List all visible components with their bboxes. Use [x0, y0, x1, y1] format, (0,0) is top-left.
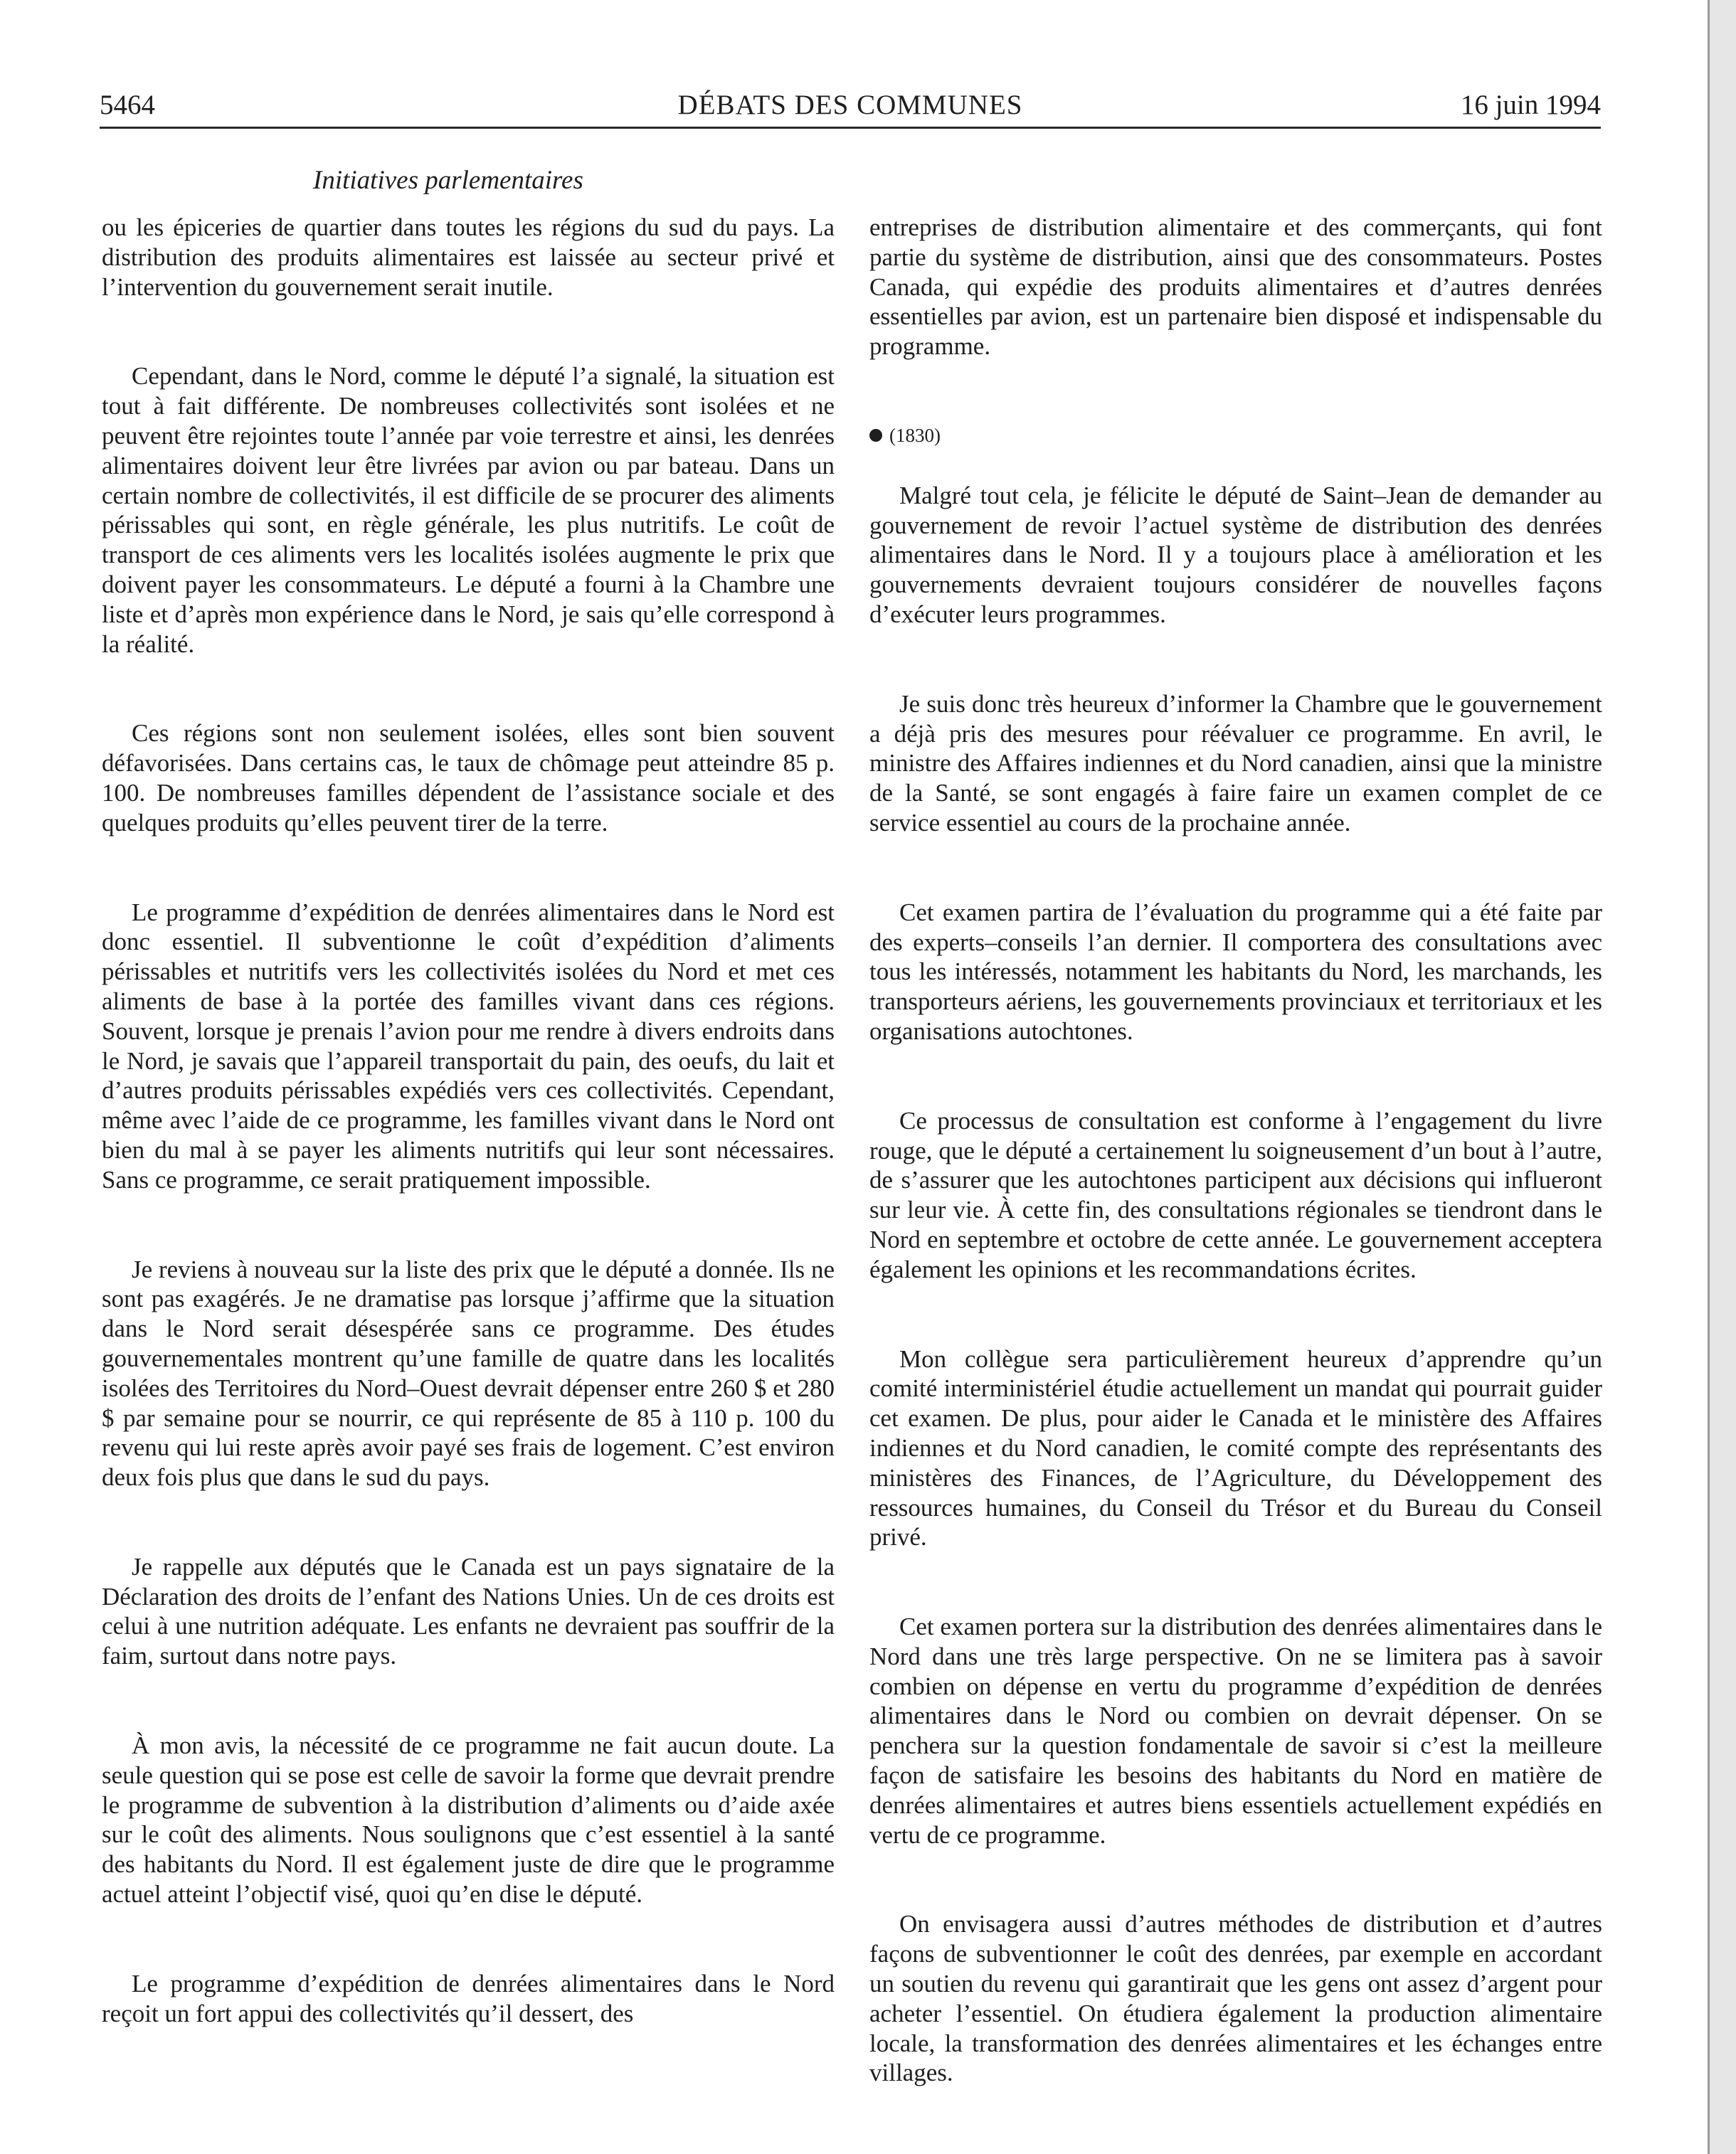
paragraph: Ces régions sont non seulement isolées, elles sont bien souvent défavorisées. Dans certains cas, le taux de chômage peut atteindre 85 p. 100. De nombreuses familles dépendent de l’assistance sociale et des quelques produits qu’elles peuvent tirer de la terre.	[102, 719, 835, 837]
paragraph: À mon avis, la nécessité de ce programme ne fait aucun doute. La seule question qui se pose est celle de savoir la forme que devrait prendre le programme de subvention à la distribution d’aliments ou d’aide axée sur le coût des aliments. Nous soulignons que c’est essentiel à la santé des habitants du Nord. Il est également juste de dire que le programme actuel atteint l’objectif visé, quoi qu’en dise le député.	[102, 1731, 835, 1909]
paragraph: Ce processus de consultation est conforme à l’engagement du livre rouge, que le député a certainement lu soigneusement d’un bout à l’autre, de s’assurer que les autochtones participent aux décisions qui influeront sur leur vie. À cette fin, des consultations régionales se tiendront dans le Nord en septembre et octobre de cette année. Le gouvernement acceptera également les opinions et les recommandations écrites.	[869, 1106, 1602, 1283]
paragraph: Le programme d’expédition de denrées alimentaires dans le Nord reçoit un fort appui des collectivités qu’il dessert, des	[102, 1969, 835, 2027]
publication-title: DÉBATS DES COMMUNES	[677, 90, 1023, 120]
paragraph: Cet examen portera sur la distribution des denrées alimentaires dans le Nord dans une très large perspective. On ne se limitera pas à savoir combien on dépense en vertu du programme d’expédition de denrées alimentaires dans le Nord ou combien on devrait dépenser. On se penchera sur la question fondamentale de savoir si c’est la meilleure façon de satisfaire les besoins des habitants du Nord en matière de denrées alimentaires et autres biens essentiels actuellement expédiés en vertu de ce programme.	[869, 1613, 1602, 1849]
paragraph: Je suis donc très heureux d’informer la Chambre que le gouvernement a déjà pris des mesures pour réévaluer ce programme. En avril, le ministre des Affaires indiennes et du Nord canadien, ainsi que la ministre de la Santé, se sont engagés à faire faire un examen complet de ce service essentiel au cours de la prochaine année.	[869, 689, 1602, 837]
bullet-icon	[869, 429, 882, 442]
page-header	[100, 84, 1601, 129]
time-marker-label: (1830)	[889, 424, 941, 446]
paragraph: Le programme d’expédition de denrées alimentaires dans le Nord est donc essentiel. Il subventionne le coût d’expédition d’aliments périssables et nutritifs vers les collectivités isolées du Nord et met ces aliments de base à la portée des familles vivant dans ces régions. Souvent, lorsque je prenais l’avion pour me rendre à divers endroits dans le Nord, je savais que l’appareil transportait du pain, des oeufs, du lait et d’autres produits périssables expédiés vers ces collectivités. Cependant, même avec l’aide de ce programme, les familles vivant dans le Nord ont bien du mal à se payer les aliments nutritifs qui leur sont nécessaires. Sans ce programme, ce serait pratiquement impossible.	[102, 898, 835, 1194]
paragraph: entreprises de distribution alimentaire et des commerçants, qui font partie du système de distribution, ainsi que des consommateurs. Postes Canada, qui expédie des produits alimentaires et d’autres denrées essentielles par avion, est un partenaire bien disposé et indispensable du programme.	[869, 213, 1602, 361]
page-number: 5464	[100, 90, 155, 120]
section-title: Initiatives parlementaires	[313, 166, 583, 195]
right-column	[869, 213, 1602, 2088]
paragraph: Malgré tout cela, je félicite le député de Saint–Jean de demander au gouvernement de revoir l’actuel système de distribution des denrées alimentaires dans le Nord. Il y a toujours place à amélioration et les gouvernements devraient toujours considérer de nouvelles façons d’exécuter leurs programmes.	[869, 481, 1602, 628]
scan-right-edge	[1708, 0, 1736, 2154]
time-marker	[869, 421, 1602, 451]
paragraph: Je rappelle aux députés que le Canada est un pays signataire de la Déclaration des droits de l’enfant des Nations Unies. Un de ces droits est celui à une nutrition adéquate. Les enfants ne devraient pas souffrir de la faim, surtout dans notre pays.	[102, 1552, 835, 1670]
paragraph: On envisagera aussi d’autres méthodes de distribution et d’autres façons de subventionner le coût des denrées, par exemple en accordant un soutien du revenu qui garantirait que les gens ont assez d’argent pour acheter l’essentiel. On étudiera également la production alimentaire locale, la transformation des denrées alimentaires et les échanges entre villages.	[869, 1910, 1602, 2087]
paragraph: ou les épiceries de quartier dans toutes les régions du sud du pays. La distribution des produits alimentaires est laissée au secteur privé et l’intervention du gouvernement serait inutile.	[102, 213, 835, 301]
paragraph: Cependant, dans le Nord, comme le député l’a signalé, la situation est tout à fait différente. De nombreuses collectivités sont isolées et ne peuvent être rejointes toute l’année par voie terrestre et ainsi, les denrées alimentaires doivent leur être livrées par avion ou par bateau. Dans un certain nombre de collectivités, il est difficile de se procurer des aliments périssables qui sont, en règle générale, les plus nutritifs. Le coût de transport de ces aliments vers les localités isolées augmente le prix que doivent payer les consommateurs. Le député a fourni à la Chambre une liste et d’après mon expérience dans le Nord, je sais qu’elle correspond à la réalité.	[102, 362, 835, 658]
left-column	[102, 213, 835, 2028]
paragraph: Cet examen partira de l’évaluation du programme qui a été faite par des experts–conseils l’an dernier. Il comportera des consultations avec tous les intéressés, notamment les habitants du Nord, les marchands, les transporteurs aériens, les gouvernements provinciaux et territoriaux et les organisations autochtones.	[869, 898, 1602, 1045]
paragraph: Mon collègue sera particulièrement heureux d’apprendre qu’un comité interministériel étudie actuellement un mandat qui pourrait guider cet examen. De plus, pour aider le Canada et le ministère des Affaires indiennes et du Nord canadien, le comité compte des représentants des ministères des Finances, de l’Agriculture, du Développement des ressources humaines, du Conseil du Trésor et du Bureau du Conseil privé.	[869, 1344, 1602, 1551]
paragraph: Je reviens à nouveau sur la liste des prix que le député a donnée. Ils ne sont pas exagérés. Je ne dramatise pas lorsque j’affirme que la situation dans le Nord serait désespérée sans ce programme. Des études gouvernementales montrent qu’une famille de quatre dans les localités isolées des Territoires du Nord–Ouest devrait dépenser entre 260 $ et 280 $ par semaine pour se nourrir, ce qui représente de 85 à 110 p. 100 du revenu qui lui reste après avoir payé ses frais de logement. C’est environ deux fois plus que dans le sud du pays.	[102, 1255, 835, 1492]
session-date: 16 juin 1994	[1460, 90, 1601, 120]
